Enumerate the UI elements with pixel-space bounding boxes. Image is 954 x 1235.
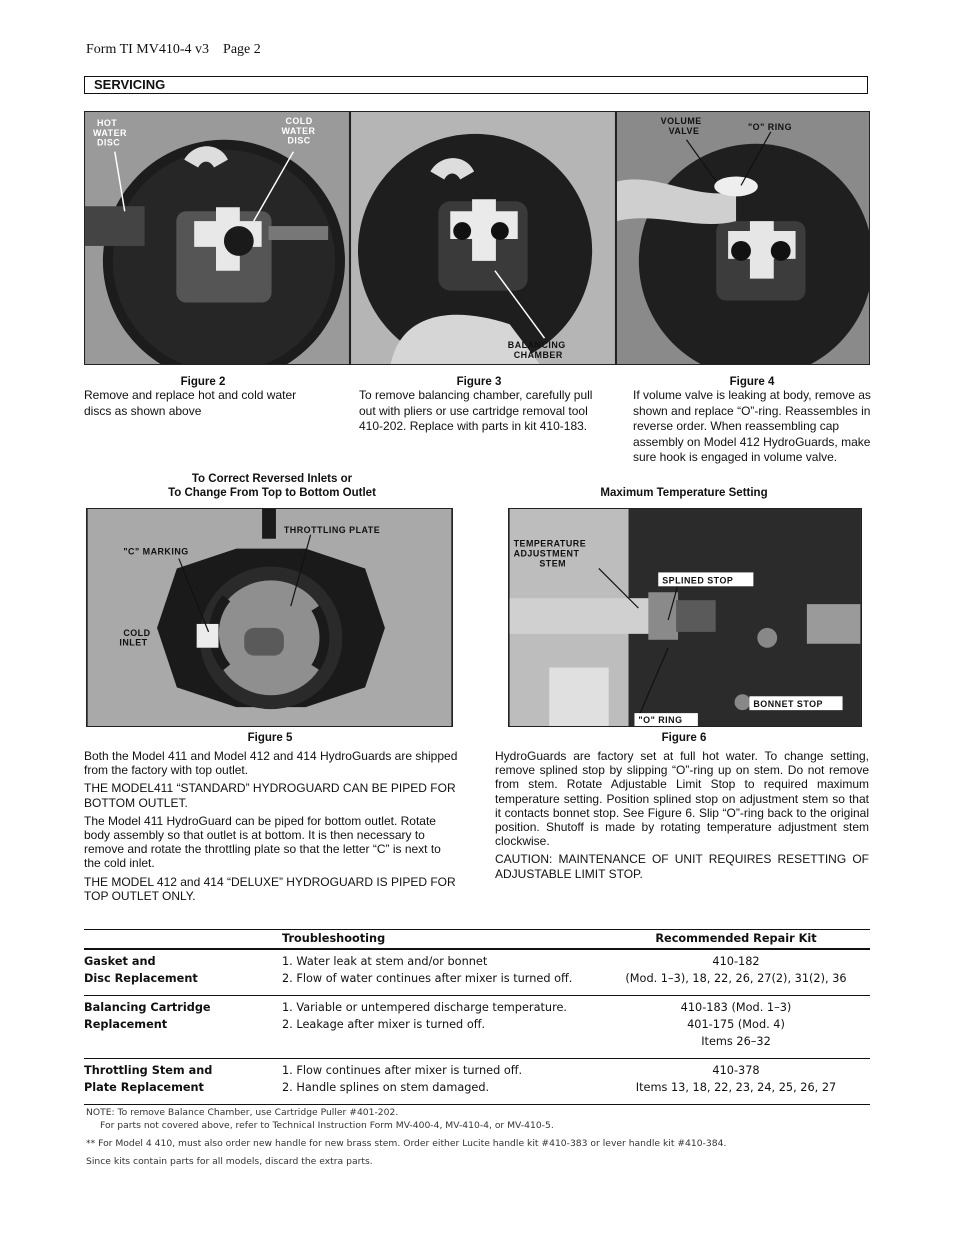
fig5-label-c-marking: "C" MARKING [123, 546, 189, 557]
row-2-name: Balancing Cartridge Replacement [84, 996, 282, 1059]
left-text-column [84, 749, 458, 907]
section-title: SERVICING [84, 76, 868, 94]
fig3-label-chamber: CHAMBER [513, 350, 563, 361]
fig4-label-o-ring: "O" RING [747, 121, 793, 132]
table-header-row [84, 930, 870, 950]
fig6-label-bonnet-stop: BONNET STOP [753, 699, 823, 710]
fig6-label-temperature: TEMPERATURE [513, 538, 587, 549]
left-paragraph-2: THE MODEL411 “STANDARD” HYDROGUARD CAN BE PIPED FOR BOTTOM OUTLET. [84, 781, 456, 810]
heading-reversed-inlets [140, 472, 404, 500]
row-3-name: Throttling Stem and Plate Replacement [84, 1059, 282, 1105]
row-1-name: Gasket and Disc Replacement [84, 949, 282, 996]
table-row [84, 949, 870, 996]
figure-3-title: Figure 3 [456, 376, 502, 388]
figure-4-photo [616, 111, 870, 365]
fig2-label-disc-2: DISC [287, 135, 311, 146]
fig5-label-cold: COLD [123, 627, 151, 638]
figure-6-photo [508, 508, 862, 727]
figure-6-title: Figure 6 [661, 732, 707, 744]
note-1: NOTE: To remove Balance Chamber, use Cartridge Puller #401-202. For parts not covered above, refer to Technical Instruction Form MV-400-4, MV-410-4, or MV-410-5. [86, 1107, 554, 1131]
fig5-label-inlet: INLET [119, 637, 148, 648]
left-paragraph-1: Both the Model 411 and Model 412 and 414 HydroGuards are shipped from the factory with top outlet. [84, 749, 458, 778]
heading-max-temperature: Maximum Temperature Setting [600, 487, 768, 499]
fig2-label-hot: HOT [96, 117, 118, 128]
row-1-kit: 410-182 (Mod. 1–3), 18, 22, 26, 27(2), 31(2), 36 [602, 949, 870, 996]
fig5-label-throttling-plate: THROTTLING PLATE [283, 524, 381, 535]
table-row [84, 996, 870, 1059]
form-number: Form TI MV410-4 v3 [86, 42, 210, 57]
figure-4-text: If volume valve is leaking at body, remove as shown and replace “O”-ring. Reassembles in reverse order. When reassembling cap assembly on Model 412 HydroGuards, make sure hook is engaged in volume valve. [633, 388, 871, 465]
figure-3-caption [359, 376, 599, 435]
table-header-repair-kit: Recommended Repair Kit [602, 930, 870, 950]
fig6-label-stem: STEM [539, 558, 567, 569]
row-2-issues: 1. Variable or untempered discharge temperature. 2. Leakage after mixer is turned off. [282, 996, 602, 1059]
fig2-label-water-2: WATER [281, 125, 316, 136]
row-1-issues: 1. Water leak at stem and/or bonnet 2. Flow of water continues after mixer is turned off. [282, 949, 602, 996]
fig6-label-o-ring: "O" RING [638, 715, 683, 726]
figure-2-photo [84, 111, 350, 365]
figure-2-caption [84, 376, 322, 419]
heading-reversed-inlets-line2: To Change From Top to Bottom Outlet [168, 487, 376, 499]
note-3: Since kits contain parts for all models, discard the extra parts. [86, 1156, 373, 1167]
row-2-kit: 410-183 (Mod. 1–3) 401-175 (Mod. 4) Items 26–32 [602, 996, 870, 1059]
fig4-label-volume: VOLUME [660, 115, 702, 126]
figure-2-title: Figure 2 [180, 376, 226, 388]
left-paragraph-3: The Model 411 HydroGuard can be piped for bottom outlet. Rotate body assembly so that outlet is at bottom. It is then necessary to remove and rotate the throttling plate so that the letter “C” is next to the cold inlet. [84, 813, 441, 871]
troubleshooting-table [84, 929, 870, 1105]
note-2: ** For Model 4 410, must also order new handle for new brass stem. Order either Lucite handle kit #410-383 or lever handle kit #410-384. [86, 1138, 727, 1149]
footnotes [86, 1106, 886, 1173]
figure-3-text: To remove balancing chamber, carefully pull out with pliers or use cartridge removal tool 410-202. Replace with parts in kit 410-183. [359, 388, 593, 434]
row-3-kit: 410-378 Items 13, 18, 22, 23, 24, 25, 26, 27 [602, 1059, 870, 1105]
table-header-blank [84, 930, 282, 950]
figure-5-photo [86, 508, 453, 727]
fig2-label-disc: DISC [96, 137, 121, 148]
fig6-label-splined-stop: SPLINED STOP [662, 575, 734, 586]
left-paragraph-4: THE MODEL 412 and 414 “DELUXE” HYDROGUARD IS PIPED FOR TOP OUTLET ONLY. [84, 874, 456, 903]
row-3-issues: 1. Flow continues after mixer is turned off. 2. Handle splines on stem damaged. [282, 1059, 602, 1105]
right-text-column [495, 749, 869, 885]
table-row [84, 1059, 870, 1105]
form-header [86, 42, 261, 58]
right-paragraph-1: HydroGuards are factory set at full hot water. To change setting, remove splined stop by slipping “O”-ring up on stem. Do not remove from stem. Rotate Adjustable Limit Stop to required maximum temperature setting. Position splined stop on adjustment stem so that it contacts bonnet stop. See Figure 6. Slip “O”-ring back to the original position. Shutoff is made by rotating temperature adjustment stem clockwise. [495, 749, 869, 849]
figure-2-text: Remove and replace hot and cold water discs as shown above [84, 388, 297, 418]
figure-4-caption [633, 376, 871, 466]
page-number: Page 2 [223, 42, 261, 57]
heading-reversed-inlets-line1: To Correct Reversed Inlets or [191, 473, 353, 485]
figure-3-photo [350, 111, 616, 365]
fig2-label-water: WATER [92, 127, 127, 138]
table-header-troubleshooting: Troubleshooting [282, 930, 602, 950]
figure-4-title: Figure 4 [729, 376, 775, 388]
fig6-label-adjustment: ADJUSTMENT [513, 548, 580, 559]
right-paragraph-2: CAUTION: MAINTENANCE OF UNIT REQUIRES RESETTING OF ADJUSTABLE LIMIT STOP. [495, 852, 869, 881]
fig3-label-balancing: BALANCING [507, 340, 566, 351]
fig4-label-valve: VALVE [668, 125, 700, 136]
fig2-label-cold: COLD [285, 115, 313, 126]
figure-5-title: Figure 5 [247, 732, 293, 744]
